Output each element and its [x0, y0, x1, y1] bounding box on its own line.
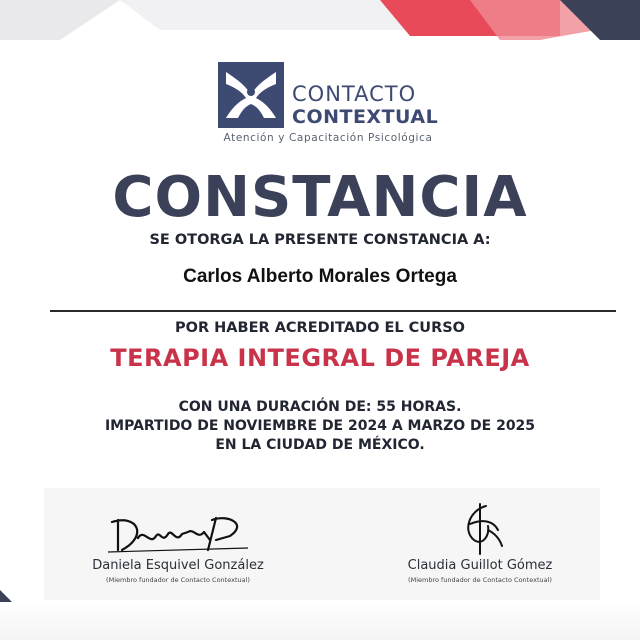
- course-location: EN LA CIUDAD DE MÉXICO.: [215, 437, 425, 453]
- course-intro: POR HABER ACREDITADO EL CURSO: [175, 320, 465, 336]
- course-duration: CON UNA DURACIÓN DE: 55 HORAS.: [178, 399, 462, 415]
- signature-drawing-left: [98, 510, 258, 556]
- signer-name-right: Claudia Guillot Gómez: [407, 558, 553, 573]
- logo-text-line2: CONTEXTUAL: [292, 106, 439, 128]
- signer-name-left: Daniela Esquivel González: [92, 558, 264, 573]
- signer-role-right: (Miembro fundador de Contacto Contextual): [408, 576, 552, 584]
- certificate-title: CONSTANCIA: [112, 165, 528, 230]
- organization-logo: [218, 62, 438, 152]
- corner-decoration-top: [0, 0, 640, 40]
- signature-block-right: [390, 500, 570, 584]
- signature-block-left: [78, 510, 278, 584]
- logo-text-line1: CONTACTO: [292, 82, 417, 106]
- certificate-intro: SE OTORGA LA PRESENTE CONSTANCIA A:: [149, 232, 491, 248]
- contacto-contextual-logo-mark-icon: [218, 62, 284, 128]
- course-period: IMPARTIDO DE NOVIEMBRE DE 2024 A MARZO DE 2025: [104, 418, 536, 434]
- signer-role-left: (Miembro fundador de Contacto Contextual): [106, 576, 250, 584]
- course-name: TERAPIA INTEGRAL DE PAREJA: [110, 344, 530, 372]
- recipient-name: Carlos Alberto Morales Ortega: [183, 266, 457, 287]
- recipient-divider: [50, 310, 616, 312]
- course-details: [0, 398, 640, 455]
- logo-subtitle: Atención y Capacitación Psicológica: [223, 132, 433, 144]
- signature-drawing-right: [440, 500, 520, 556]
- bottom-border: [0, 602, 640, 640]
